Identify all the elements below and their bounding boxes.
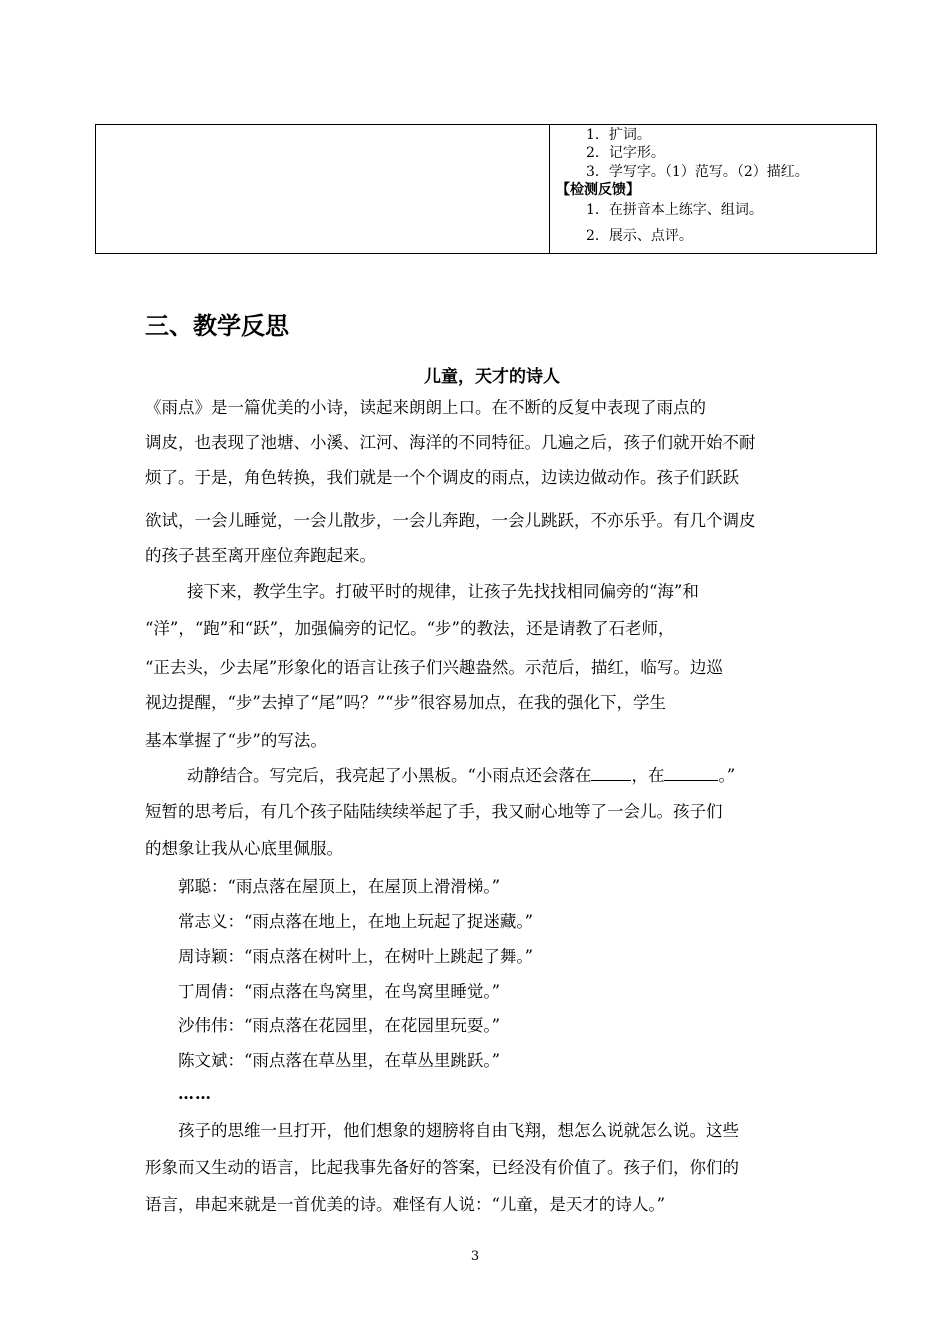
paragraph-line: 形象而又生动的语言，比起我事先备好的答案，已经没有价值了。孩子们，你们的 — [145, 1158, 739, 1177]
ellipsis: …… — [178, 1084, 212, 1103]
paragraph-line: 的想象让我从心底里佩服。 — [145, 839, 343, 858]
paragraph-line: 调皮，也表现了池塘、小溪、江河、海洋的不同特征。几遍之后，孩子们就开始不耐 — [145, 433, 756, 452]
table-line: 2．记字形。 — [586, 145, 665, 161]
table-line: 1．在拼音本上练字、组词。 — [586, 202, 763, 218]
dialog-line: 常志义：“雨点落在地上，在地上玩起了捉迷藏。” — [178, 912, 534, 931]
fill-blank — [664, 766, 718, 781]
paragraph-line: 烦了。于是，角色转换，我们就是一个个调皮的雨点，边读边做动作。孩子们跃跃 — [145, 468, 739, 487]
paragraph-line: 基本掌握了“步”的写法。 — [145, 731, 327, 750]
paragraph-line: 接下来，教学生字。打破平时的规律，让孩子先找找相同偏旁的“海”和 — [187, 582, 699, 601]
paragraph-line: 《雨点》是一篇优美的小诗，读起来朗朗上口。在不断的反复中表现了雨点的 — [145, 398, 706, 417]
dialog-line: 沙伟伟：“雨点落在花园里，在花园里玩耍。” — [178, 1016, 501, 1035]
paragraph-text: ，在 — [631, 766, 665, 785]
paragraph-line: 孩子的思维一旦打开，他们想象的翅膀将自由飞翔，想怎么说就怎么说。这些 — [178, 1121, 739, 1140]
lesson-table — [95, 124, 877, 254]
paragraph-line: 视边提醒，“步”去掉了“尾”吗？”“步”很容易加点，在我的强化下，学生 — [145, 693, 667, 712]
table-line: 2．展示、点评。 — [586, 228, 693, 244]
paragraph-text: 。” — [718, 766, 736, 785]
fill-blank — [591, 766, 631, 781]
table-line: 3．学写字。（1）范写。（2）描红。 — [586, 164, 809, 180]
paragraph-line: 短暂的思考后，有几个孩子陆陆续续举起了手，我又耐心地等了一会儿。孩子们 — [145, 802, 723, 821]
feedback-heading: 【检测反馈】 — [556, 182, 640, 198]
paragraph-line — [187, 765, 735, 787]
paragraph-line: 的孩子甚至离开座位奔跑起来。 — [145, 546, 376, 565]
paragraph-line: “正去头，少去尾”形象化的语言让孩子们兴趣盎然。示范后，描红，临写。边巡 — [145, 658, 723, 677]
section-title: 三、教学反思 — [145, 312, 289, 340]
table-line: 1．扩词。 — [586, 127, 651, 143]
paragraph-line: 语言，串起来就是一首优美的诗。难怪有人说：“儿童，是天才的诗人。” — [145, 1195, 666, 1214]
essay-title — [0, 362, 950, 387]
dialog-line: 陈文斌：“雨点落在草丛里，在草丛里跳跃。” — [178, 1051, 501, 1070]
page-number: 3 — [470, 1249, 480, 1264]
essay-title-text: 儿童，天才的诗人 — [424, 367, 560, 387]
dialog-line: 周诗颖：“雨点落在树叶上，在树叶上跳起了舞。” — [178, 947, 534, 966]
table-column-divider — [549, 125, 550, 253]
paragraph-text: 动静结合。写完后，我亮起了小黑板。“小雨点还会落在 — [187, 766, 592, 785]
paragraph-line: “洋”，“跑”和“跃”，加强偏旁的记忆。“步”的教法，还是请教了石老师， — [145, 619, 675, 638]
paragraph-line: 欲试，一会儿睡觉，一会儿散步，一会儿奔跑，一会儿跳跃，不亦乐乎。有几个调皮 — [145, 511, 756, 530]
dialog-line: 郭聪：“雨点落在屋顶上，在屋顶上滑滑梯。” — [178, 877, 501, 896]
dialog-line: 丁周倩：“雨点落在鸟窝里，在鸟窝里睡觉。” — [178, 982, 501, 1001]
